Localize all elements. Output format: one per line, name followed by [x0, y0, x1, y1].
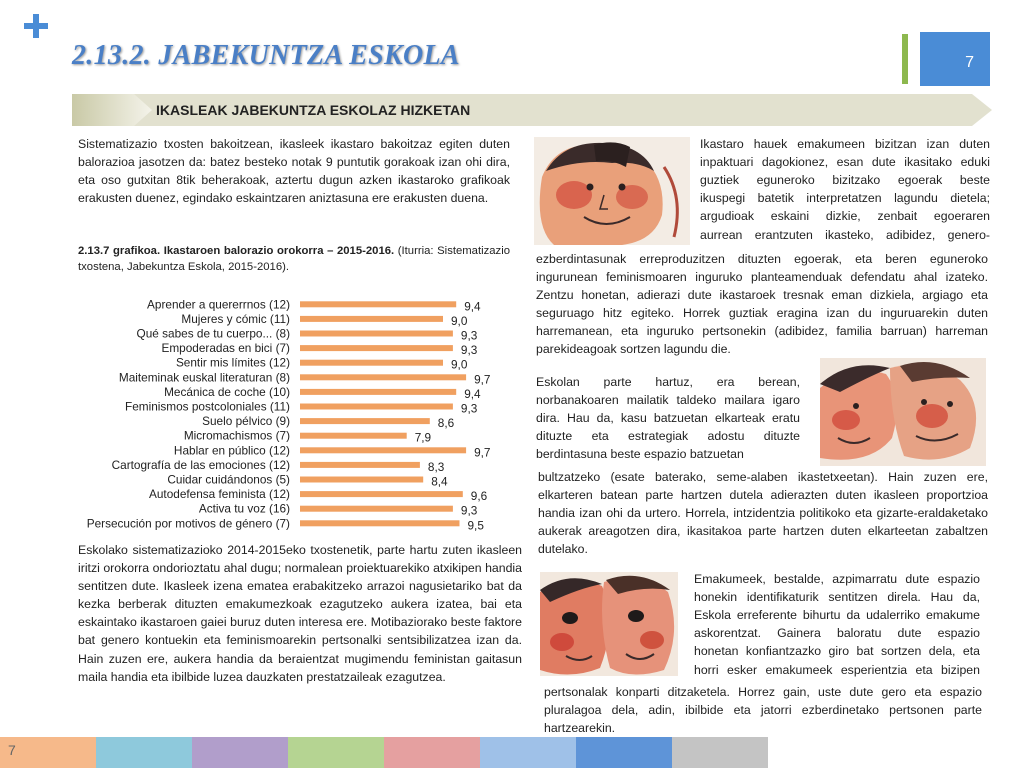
chart-value-label: 9,3 — [460, 401, 478, 416]
chart-category-label: Cartografía de las emociones (12) — [111, 457, 290, 472]
chart-category-label: Micromachismos (7) — [183, 428, 290, 443]
chart-bar — [300, 316, 443, 322]
chart-bar — [300, 301, 456, 307]
chart-bar — [300, 506, 453, 512]
chart-category-label: Hablar en público (12) — [173, 443, 290, 458]
chart-category-label: Persecución por motivos de género (7) — [86, 516, 290, 531]
chart-category-label: Mujeres y cómic (11) — [181, 311, 290, 326]
text-line: norbanakoaren mailatik taldeko mailara igaro — [536, 393, 800, 408]
chart-value-label: 9,5 — [467, 518, 484, 533]
illustration-face-1 — [534, 137, 690, 245]
footer-color-block — [288, 737, 384, 768]
illustration-faces-2 — [820, 358, 986, 466]
chart-bar — [300, 374, 466, 380]
chart-category-label: Mecánica de coche (10) — [164, 384, 290, 399]
chart-value-label: 9,6 — [470, 489, 488, 504]
illustration-faces-3 — [540, 572, 678, 676]
text-line: honetan konfiantzazko giro bat sortzen dela, eta — [694, 644, 980, 659]
chart-category-label: Feminismos postcoloniales (11) — [124, 399, 290, 414]
chart-value-label: 9,0 — [451, 357, 468, 372]
chart-bar — [300, 520, 460, 526]
chart-bar — [300, 477, 423, 483]
chart-value-label: 9,0 — [451, 313, 468, 328]
text-line: horri esker emakumeek esperientzia eta bizipen — [694, 662, 980, 677]
text-line: dira. Hau da, kasu batzuetan elkarteak eratu — [536, 411, 800, 426]
chart-value-label: 8,6 — [437, 416, 455, 431]
chart-value-label: 9,7 — [474, 372, 491, 387]
banner-text: IKASLEAK JABEKUNTZA ESKOLAZ HIZKETAN — [156, 102, 471, 118]
chart-value-label: 9,4 — [464, 386, 481, 401]
chart-value-label: 8,4 — [431, 474, 448, 489]
chart-category-label: Maiteminak euskal literaturan (8) — [118, 370, 290, 385]
text-line: Emakumeek, bestalde, azpimarratu dute espazio — [694, 572, 980, 586]
chart-caption — [78, 243, 510, 275]
chart-category-label: Empoderadas en bici (7) — [161, 341, 290, 356]
intro-paragraph: Sistematizazio txosten bakoitzean, ikasleek ikastaro bakoitzaz egiten duten balorazioa jasotzen da: batez besteko notak 9 puntutik gorakoak izan ohi dira, eta oso gutxitan 8tik beherakoak, aztertu dugun azken ikastaroko grafikoak erakusten duenez, egindako eskaintzaren aniztasuna ere erakusten duena. — [78, 137, 510, 206]
text-line: guztiek eguneroko bizitzako egoerak beste — [700, 173, 990, 188]
chart-bar — [300, 462, 420, 468]
chart-bar — [300, 389, 456, 395]
text-line: dituzte eta estrategiak adostu dituzte — [536, 429, 800, 444]
chart-value-label: 9,7 — [474, 445, 491, 460]
section-banner — [72, 94, 992, 126]
chart-category-label: Autodefensa feminista (12) — [149, 487, 290, 502]
page-number-box — [920, 32, 990, 86]
text-line: ikuspegi batetik interpretatzen lagundu dietela; — [700, 191, 990, 206]
text-line: berdintasuna beste espazio batzuetan — [536, 447, 744, 462]
right-paragraph-2-cont: bultzatzeko (esate baterako, seme-alaben ikastetxeetan). Hain zuzen ere, elkarteren batean parte hartzen dutela adierazten duten ikasleen proportzioa handia izan ohi da urtero. Horrela, intzidentzia politikoko eta gizarte-eraldaketako aukerak areagotzen dira, ikasitakoa parte hartzen duten elkarteetan zabaltzen dutelako. — [538, 470, 988, 557]
caption-title: 2.13.7 grafikoa. Ikastaroen balorazio orokorra – 2015-2016. — [78, 245, 395, 257]
chart-category-label: Suelo pélvico (9) — [202, 414, 290, 429]
text-line: aurrean erantzuten ikasteko, adibidez, genero- — [700, 227, 990, 242]
text-line: inpaktuari dagokionez, esan dute ikasitako eduki — [700, 155, 990, 170]
page-title: 2.13.2. JABEKUNTZA ESKOLA — [72, 40, 460, 71]
chart-value-label: 8,3 — [427, 459, 445, 474]
plus-icon — [24, 14, 48, 38]
chart-bar — [300, 331, 453, 337]
chart-category-label: Aprender a quererrnos (12) — [147, 297, 290, 312]
chart-bar — [300, 418, 430, 424]
text-line: Eskola erreferente bihurtu da udalerriko emakume — [694, 608, 980, 623]
text-line: honekin identifikaturik sentitzen direla. Hau da, — [694, 590, 980, 605]
chart-bar — [300, 404, 453, 410]
chart-bar — [300, 491, 463, 497]
right-paragraph-3-cont: pertsonalak konparti ditzaketela. Horrez gain, uste dute gero eta espazio pluralagoa dela, adin, ibilbide eta jatorri ezberdinetako pertsonen parte hartzearekin. — [544, 685, 982, 736]
text-line: argudioak eskaini dizkie, zenbait egoeraren — [700, 209, 990, 224]
chart-value-label: 9,3 — [460, 343, 478, 358]
text-line: Eskolan parte hartuz, era berean, — [536, 375, 800, 389]
footer-color-block — [192, 737, 288, 768]
chart-bar — [300, 360, 443, 366]
footer-color-block — [480, 737, 576, 768]
text-line: askorentzat. Gainera baloratu dute espazio — [694, 626, 980, 641]
closing-paragraph: Eskolako sistematizazioko 2014-2015eko txostenetik, parte hartu zuten ikasleen iritzi orokorra ondorioztatu ahal dugu; normalean proiektuarekiko atxikipen handia sentitzen dute. Ikasleek izena ematea erabakitzeko arrazoi nagusietariko bat da kezka berberak dituzten emakumezkoak ezagutzeko aukera izatea, bai eta eskaintako ikastaroen gaiei buruz duten interesa ere. Motibaziorako beste faktore bat genero kontuekin eta feminismoarekin pertsonalki sentsibilizatzea izan da. Hain zuzen ere, aukera handia da beraientzat mugimendu feministan gaitasun maila handia eta ibilbide luzea dauzkaten prestatzaileak ezagutzea. — [78, 543, 522, 684]
chart-value-label: 9,3 — [460, 328, 478, 343]
chart-value-label: 9,3 — [460, 503, 478, 518]
page-number: 7 — [965, 54, 974, 71]
footer-color-block — [96, 737, 192, 768]
chart-bar — [300, 345, 453, 351]
footer-color-strip — [0, 737, 768, 768]
chart-bar — [300, 433, 407, 439]
chart-bar — [300, 447, 466, 453]
chart-category-label: Activa tu voz (16) — [198, 501, 290, 516]
caption-source: (Iturria: Sistematizazio txostena, Jabekuntza Eskola, 2015-2016). — [78, 245, 510, 273]
footer-color-block — [576, 737, 672, 768]
ratings-bar-chart — [60, 293, 530, 533]
chart-category-label: Qué sabes de tu cuerpo... (8) — [136, 326, 290, 341]
footer-page-number: 7 — [8, 742, 16, 758]
footer-color-block — [672, 737, 768, 768]
text-line: Ikastaro hauek emakumeen bizitzan izan duten — [700, 137, 990, 151]
chart-value-label: 7,9 — [414, 430, 432, 445]
chart-value-label: 9,4 — [464, 299, 481, 314]
footer-color-block — [384, 737, 480, 768]
chart-category-label: Cuidar cuidándonos (5) — [167, 472, 290, 487]
green-accent-bar — [902, 34, 908, 84]
chart-category-label: Sentir mis límites (12) — [175, 355, 290, 370]
right-paragraph-1-cont: ezberdintasunak erreproduzitzen dituzten egoerak, eta beren eguneroko ingurunean feminismoaren inguruko planteamenduak defendatu ahal izateko. Zentzu honetan, adierazi dute ikastaroek tresnak eman dizkiela, argiago eta seguruago hitz egiteko. Horrek guztiak eragina izan du inguruarekin duten harremanean, eta inguruko pertsonekin (adibidez, familia barruan) harreman parekideagoak sortzen lagundu die. — [536, 252, 988, 357]
